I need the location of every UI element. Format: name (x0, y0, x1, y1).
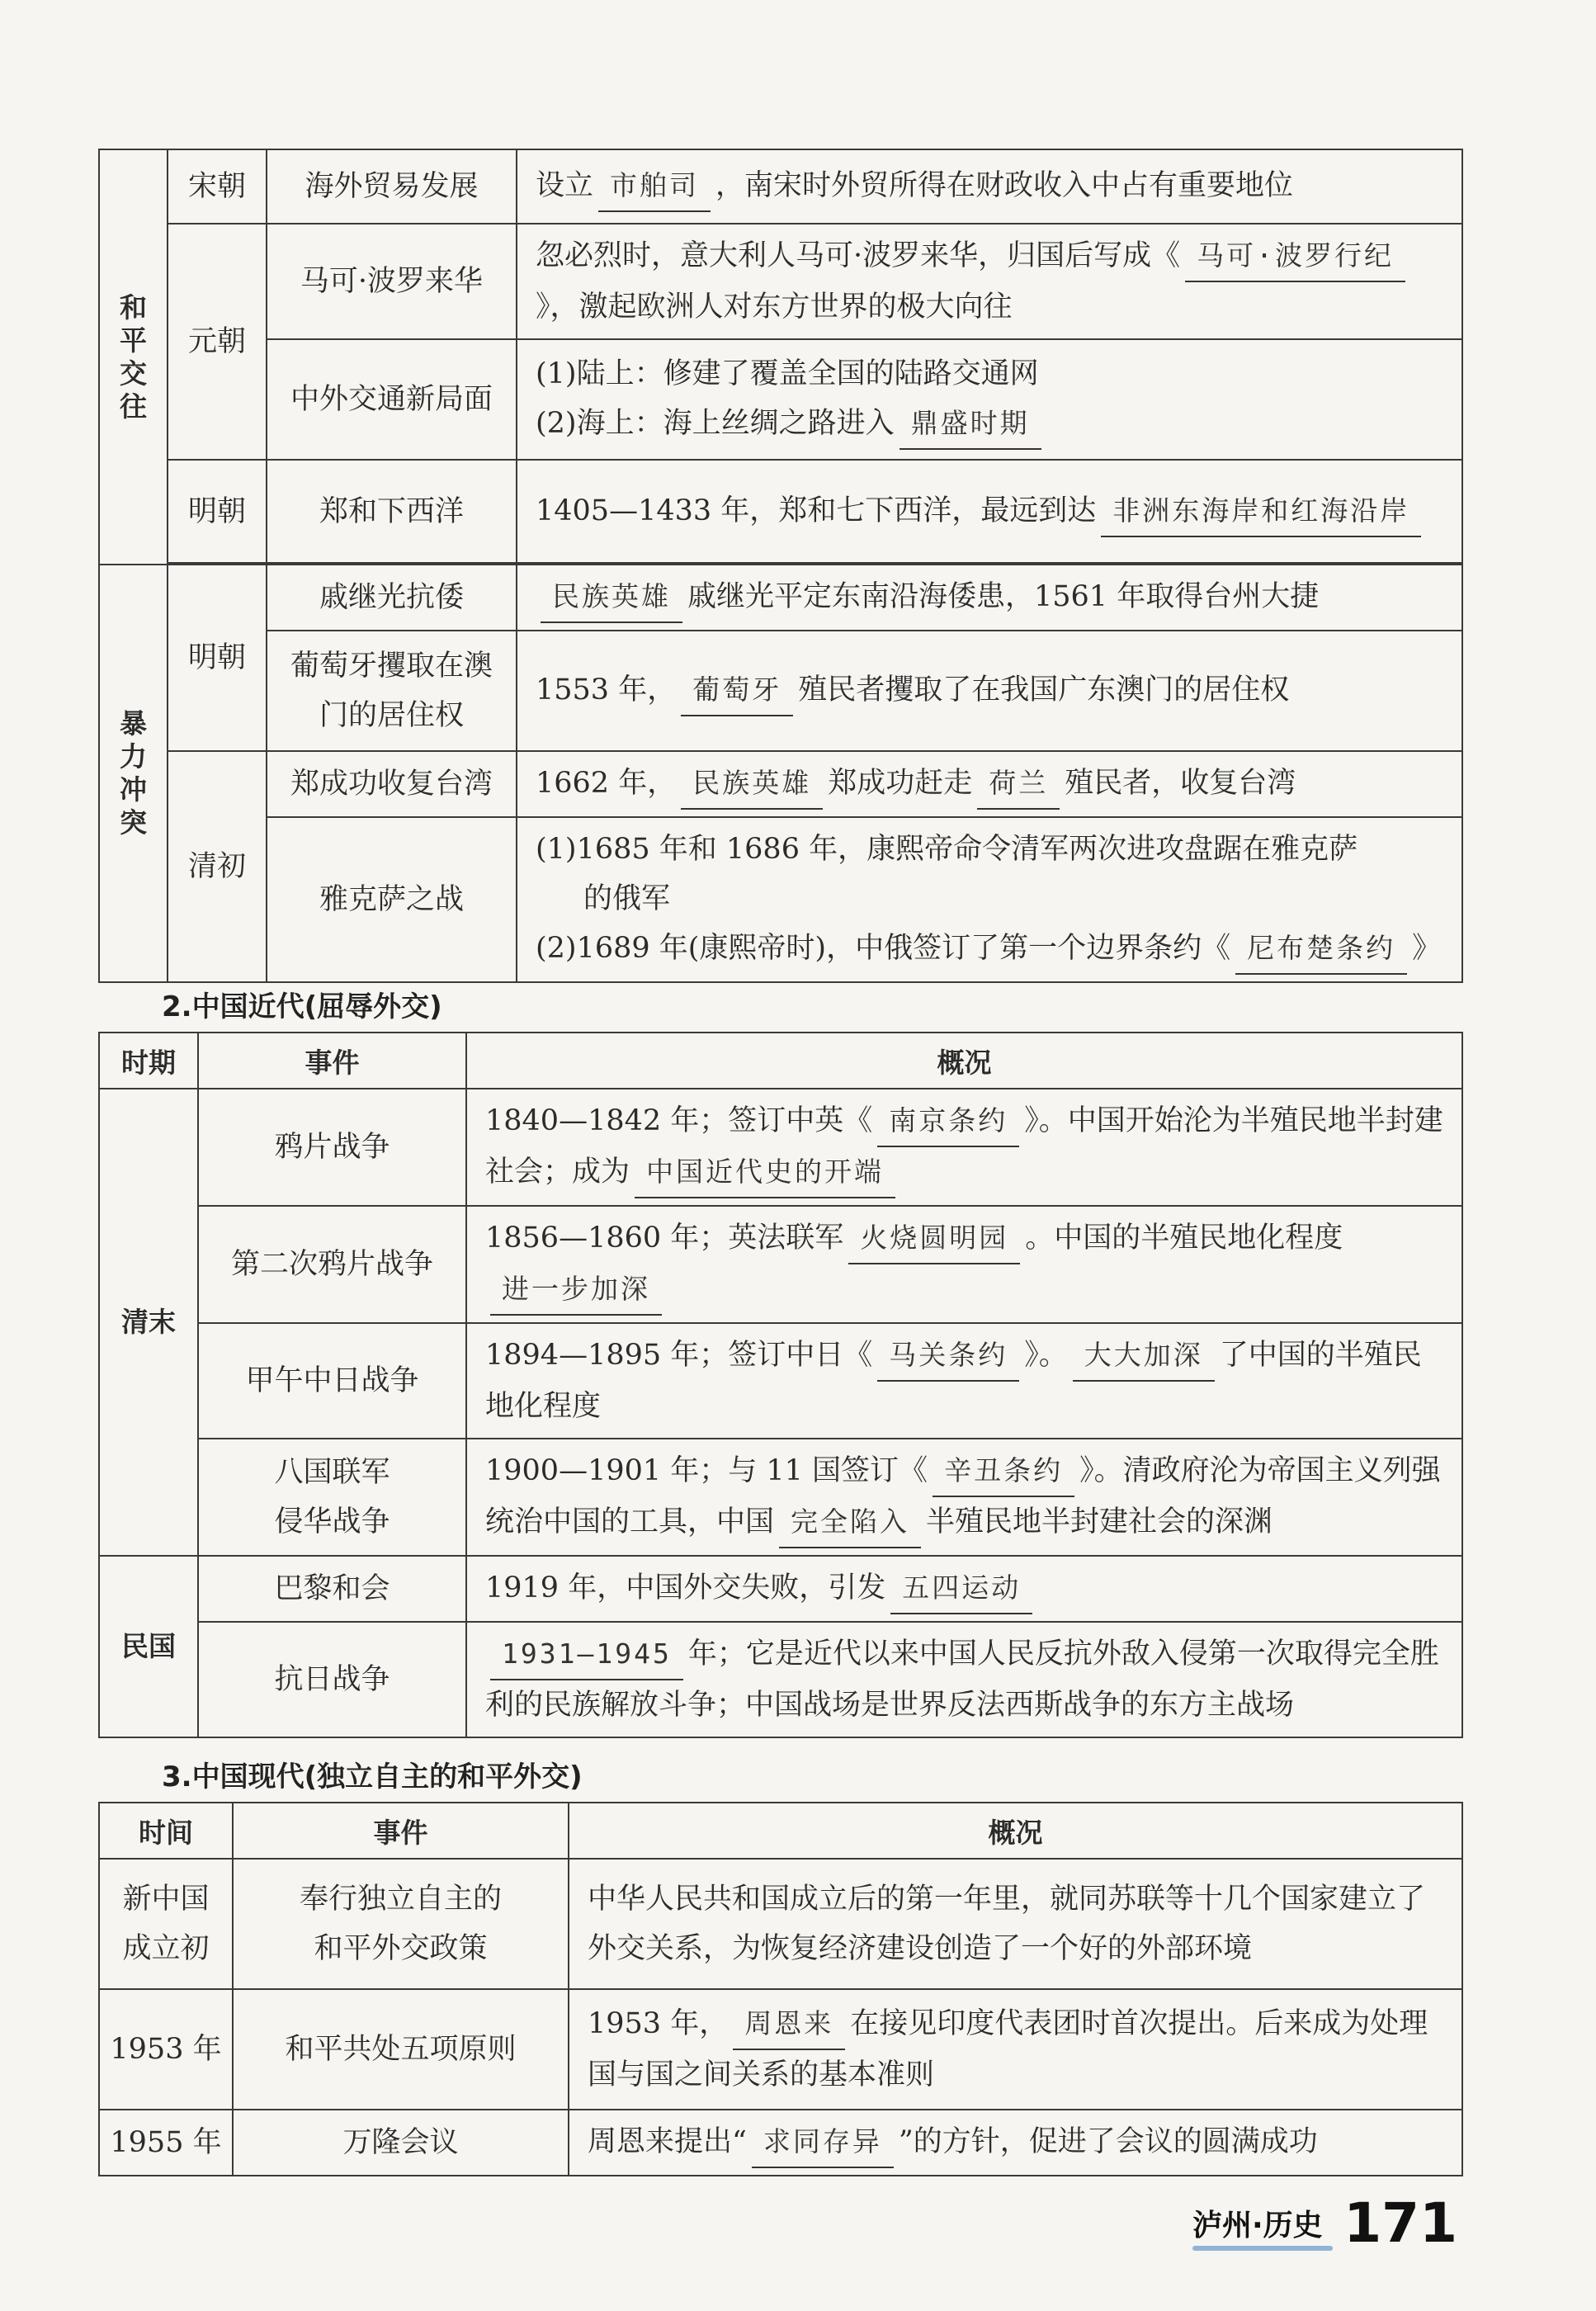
answer-blank: 求同存异 (752, 2117, 894, 2168)
desc-macau: 1553 年， 葡萄牙 殖民者攫取了在我国广东澳门的居住权 (517, 631, 1462, 751)
answer-blank: 完全陷入 (779, 1497, 921, 1548)
desc-second-opium-war: 1856—1860 年；英法联军 火烧圆明园 。中国的半殖民地化程度进一步加深 (466, 1206, 1462, 1323)
time-1955: 1955 年 (99, 2110, 233, 2176)
section-title-modern: 2.中国近代(屈辱外交) (162, 990, 442, 1023)
desc-anti-japanese: 1931—1945 年；它是近代以来中国人民反抗外敌入侵第一次取得完全胜利的民族解放斗争；中国战场是世界反法西斯战争的东方主战场 (466, 1622, 1462, 1737)
section-title-contemporary: 3.中国现代(独立自主的和平外交) (162, 1760, 583, 1794)
header-summary: 概况 (466, 1033, 1462, 1089)
event-sino-japanese-war: 甲午中日战争 (198, 1323, 466, 1439)
desc-taiwan: 1662 年， 民族英雄 郑成功赶走 荷兰 殖民者，收复台湾 (517, 751, 1462, 817)
desc-opium-war: 1840—1842 年；签订中英《 南京条约 》。中国开始沦为半殖民地半封建社会；成为 中国近代史的开端 (466, 1089, 1462, 1206)
answer-blank: 中国近代史的开端 (635, 1147, 895, 1198)
desc-marco-polo: 忽必烈时，意大利人马可·波罗来华，归国后写成《 马可·波罗行纪》，激起欧洲人对东方世界的极大向往 (517, 224, 1462, 339)
category-peace: 和平交往 (99, 149, 168, 565)
desc-transport: (1)陆上：修建了覆盖全国的陆路交通网 (2)海上：海上丝绸之路进入 鼎盛时期 (517, 339, 1462, 460)
answer-blank: 大大加深 (1073, 1330, 1215, 1382)
answer-blank: 葡萄牙 (681, 665, 793, 716)
answer-blank: 辛丑条约 (933, 1446, 1074, 1497)
event-yaksa: 雅克萨之战 (267, 817, 517, 982)
dynasty-ming-2: 明朝 (168, 565, 267, 751)
answer-blank: 进一步加深 (490, 1264, 662, 1316)
answer-blank: 尼布楚条约 (1235, 924, 1407, 975)
event-macau: 葡萄牙攫取在澳门的居住权 (267, 631, 517, 751)
event-qi-jiguang: 戚继光抗倭 (267, 565, 517, 631)
modern-relations-table (98, 1032, 1463, 1738)
answer-blank: 鼎盛时期 (900, 399, 1041, 450)
event-independent-policy: 奉行独立自主的 和平外交政策 (233, 1859, 569, 1989)
desc-paris: 1919 年，中国外交失败，引发 五四运动 (466, 1556, 1462, 1622)
header-period: 时期 (99, 1033, 198, 1089)
desc-bandung: 周恩来提出“ 求同存异 ”的方针，促进了会议的圆满成功 (569, 2110, 1462, 2176)
category-conflict: 暴力冲突 (99, 565, 168, 982)
category-minguo: 民国 (99, 1556, 198, 1737)
dynasty-yuan: 元朝 (168, 224, 267, 460)
header-summary: 概况 (569, 1803, 1462, 1859)
desc-trade: 设立 市舶司 ，南宋时外贸所得在财政收入中占有重要地位 (517, 149, 1462, 224)
answer-blank: 五四运动 (890, 1563, 1032, 1614)
answer-blank: 非洲东海岸和红海沿岸 (1101, 486, 1421, 537)
desc-yaksa: (1)1685 年和 1686 年，康熙帝命令清军两次进攻盘踞在雅克萨 的俄军 (2)1689 年(康熙帝时)，中俄签订了第一个边界条约《 尼布楚条约 》 (517, 817, 1462, 982)
header-time: 时间 (99, 1803, 233, 1859)
time-founding: 新中国 成立初 (99, 1859, 233, 1989)
event-eight-nation: 八国联军 侵华战争 (198, 1439, 466, 1556)
event-taiwan: 郑成功收复台湾 (267, 751, 517, 817)
event-zheng-he: 郑和下西洋 (267, 460, 517, 563)
header-event: 事件 (198, 1033, 466, 1089)
desc-qi-jiguang: 民族英雄 戚继光平定东南沿海倭患，1561 年取得台州大捷 (517, 565, 1462, 631)
answer-blank: 1931—1945 (490, 1629, 683, 1680)
answer-blank: 周恩来 (733, 1999, 845, 2050)
page-footer (1192, 2191, 1457, 2255)
event-second-opium-war: 第二次鸦片战争 (198, 1206, 466, 1323)
contemporary-relations-table (98, 1802, 1463, 2176)
answer-blank: 荷兰 (977, 759, 1060, 810)
event-paris: 巴黎和会 (198, 1556, 466, 1622)
answer-blank: 火烧圆明园 (848, 1213, 1020, 1264)
event-anti-japanese: 抗日战争 (198, 1622, 466, 1737)
event-opium-war: 鸦片战争 (198, 1089, 466, 1206)
answer-blank: 市舶司 (598, 161, 711, 212)
answer-blank: 马关条约 (877, 1330, 1019, 1382)
event-trade: 海外贸易发展 (267, 149, 517, 224)
dynasty-song: 宋朝 (168, 149, 267, 224)
time-1953: 1953 年 (99, 1989, 233, 2110)
footer-subject: 泸州·历史 (1192, 2209, 1323, 2242)
desc-eight-nation: 1900—1901 年；与 11 国签订《 辛丑条约 》。清政府沦为帝国主义列强统治中国的工具，中国 完全陷入 半殖民地半封建社会的深渊 (466, 1439, 1462, 1556)
event-five-principles: 和平共处五项原则 (233, 1989, 569, 2110)
answer-blank: 民族英雄 (541, 572, 682, 623)
ancient-relations-table (98, 149, 1463, 983)
event-bandung: 万隆会议 (233, 2110, 569, 2176)
desc-sino-japanese-war: 1894—1895 年；签订中日《 马关条约 》。 大大加深 了中国的半殖民地化程度 (466, 1323, 1462, 1439)
dynasty-qing: 清初 (168, 751, 267, 982)
answer-blank: 民族英雄 (681, 759, 823, 810)
category-qingmo: 清末 (99, 1089, 198, 1556)
footer-accent-bar (1192, 2246, 1333, 2251)
dynasty-ming: 明朝 (168, 460, 267, 563)
desc-independent-policy: 中华人民共和国成立后的第一年里，就同苏联等十几个国家建立了外交关系，为恢复经济建设创造了一个好的外部环境 (569, 1859, 1462, 1989)
page-number: 171 (1343, 2191, 1457, 2255)
event-transport: 中外交通新局面 (267, 339, 517, 460)
answer-blank: 南京条约 (877, 1096, 1019, 1147)
answer-blank: 马可·波罗行纪 (1185, 231, 1405, 282)
desc-five-principles: 1953 年， 周恩来 在接见印度代表团时首次提出。后来成为处理国与国之间关系的基本准则 (569, 1989, 1462, 2110)
event-marco-polo: 马可·波罗来华 (267, 224, 517, 339)
header-event: 事件 (233, 1803, 569, 1859)
desc-zheng-he: 1405—1433 年，郑和七下西洋，最远到达 非洲东海岸和红海沿岸 (517, 460, 1462, 563)
